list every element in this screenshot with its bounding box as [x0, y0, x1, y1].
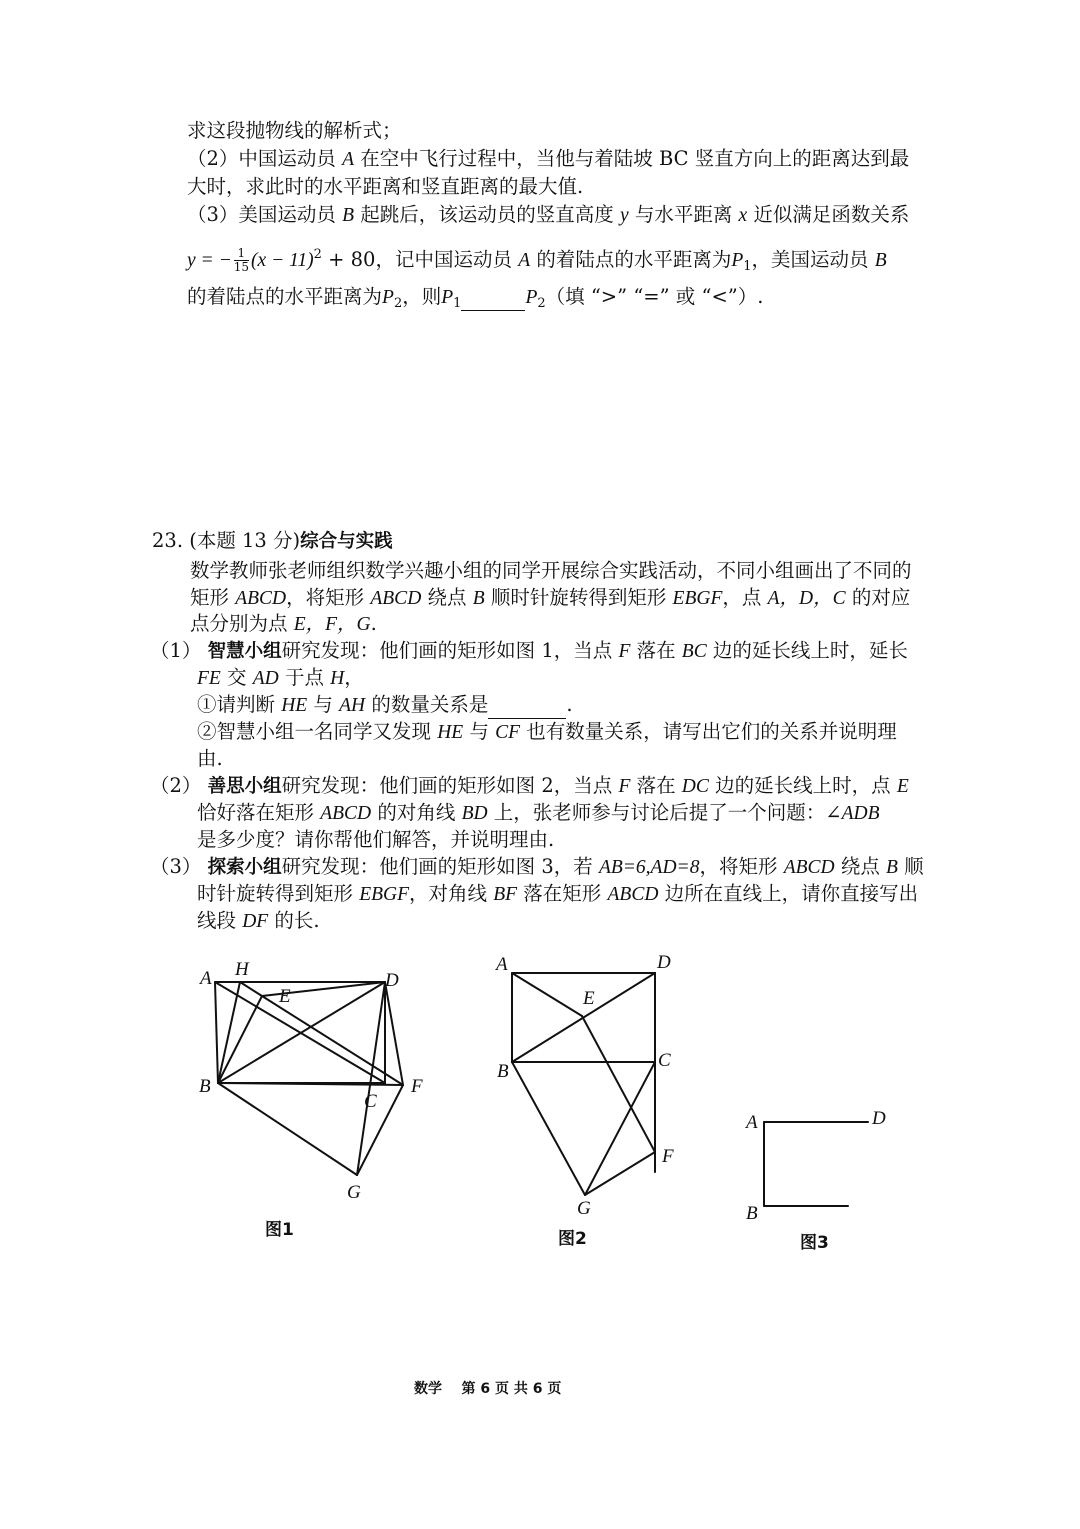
- fig1-label-h: H: [235, 959, 249, 980]
- q22-part2-line1: （2）中国运动员 A 在空中飞行过程中，当他与着陆坡 BC 竖直方向上的距离达到最: [187, 147, 910, 170]
- fig2-label-b: B: [497, 1061, 509, 1082]
- q23-part3-line1: （3） 探索小组研究发现：他们画的矩形如图 3，若 AB=6,AD=8，将矩形 ABCD 绕点 B 顺: [150, 855, 924, 878]
- fig2-label-f: F: [662, 1146, 674, 1167]
- formula-lhs: y = −: [187, 250, 232, 271]
- fig2-label-d: D: [657, 952, 671, 973]
- q23-part2-line2: 恰好落在矩形 ABCD 的对角线 BD 上，张老师参与讨论后提了一个问题：∠ADB: [197, 801, 880, 824]
- fig2-label-g: G: [577, 1198, 591, 1219]
- fig3-label-a: A: [746, 1112, 758, 1133]
- fig2-line-gc: [585, 1062, 655, 1195]
- footer-subject: 数学: [414, 1381, 442, 1397]
- figure-3: [744, 1108, 886, 1253]
- q23-intro3: 点分别为点 E，F，G.: [190, 612, 377, 635]
- fig1-label-d: D: [385, 970, 399, 991]
- q23-part2-line3: 是多少度？请你帮他们解答，并说明理由.: [197, 828, 555, 851]
- fig1-line-df: [385, 982, 403, 1085]
- q23-part1-q2-end: 由.: [197, 747, 223, 770]
- fig3-label-d: D: [872, 1108, 886, 1129]
- fig2-label-e: E: [583, 988, 595, 1009]
- figure-1: [198, 959, 423, 1240]
- figure-2: [494, 952, 674, 1249]
- q23-part3-line2: 时针旋转得到矩形 EBGF，对角线 BF 落在矩形 ABCD 边所在直线上，请你直接写出: [197, 882, 919, 905]
- q22-part2-line2: 大时，求此时的水平距离和竖直距离的最大值.: [187, 175, 584, 198]
- fig1-label-g: G: [347, 1182, 361, 1203]
- q23-part1-q2: ②智慧小组一名同学又发现 HE 与 CF 也有数量关系，请写出它们的关系并说明理: [197, 720, 897, 743]
- fig1-label-f: F: [411, 1076, 423, 1097]
- fig3-caption: 图3: [800, 1233, 829, 1253]
- q22-last-line: 的着陆点的水平距离为$P_2$，则$P_1$ $P_2$（填 “>” “=” 或 “<”）.: [187, 285, 764, 311]
- fig2-label-c: C: [658, 1050, 671, 1071]
- footer: [414, 1378, 561, 1398]
- fig3-label-b: B: [746, 1203, 758, 1224]
- fig1-label-e: E: [279, 986, 291, 1007]
- fig2-caption: 图2: [558, 1229, 587, 1249]
- fig1-label-c: C: [364, 1091, 377, 1112]
- fig1-label-b: B: [199, 1076, 211, 1097]
- fig1-line-bg: [218, 1083, 357, 1175]
- q22-line1: 求这段抛物线的解析式；: [187, 119, 402, 142]
- fig2-line-ae: [512, 973, 582, 1016]
- fig1-line-bh: [218, 982, 240, 1083]
- formula-fraction: $\frac{1}{15}$: [233, 246, 250, 274]
- fig2-label-a: A: [496, 954, 508, 975]
- fig2-line-bg: [512, 1062, 585, 1195]
- q23-header: 23. (本题 13 分)综合与实践: [152, 529, 393, 552]
- q23-part1-q1: ①请判断 HE 与 AH 的数量关系是 .: [197, 692, 573, 719]
- q23-intro2: 矩形 ABCD，将矩形 ABCD 绕点 B 顺时针旋转得到矩形 EBGF，点 A，D，C 的对应: [190, 586, 911, 609]
- fig1-label-a: A: [200, 968, 212, 989]
- fig1-line-he: [240, 982, 262, 996]
- q23-intro1: 数学教师张老师组织数学兴趣小组的同学开展综合实践活动，不同小组画出了不同的: [190, 559, 912, 582]
- q23-part1-line2: FE 交 AD 于点 H，: [197, 666, 364, 689]
- q23-part1-line1: （1） 智慧小组研究发现：他们画的矩形如图 1，当点 F 落在 BC 边的延长线上时，延长: [150, 639, 908, 662]
- q22-formula-line: y = − $\frac{1}{15}$ $(x - 11)^2 + 80$，记中国运动员 A 的着陆点的水平距离为$P_1$，美国运动员 B: [187, 246, 887, 274]
- fig1-caption: 图1: [265, 1220, 294, 1240]
- q23-part3-line3: 线段 DF 的长.: [197, 909, 320, 932]
- q23-part2-line1: （2） 善思小组研究发现：他们画的矩形如图 2，当点 F 落在 DC 边的延长线上时，点 E: [150, 774, 909, 797]
- q23-title: 综合与实践: [300, 531, 393, 552]
- q22-part3-line1: （3）美国运动员 B 起跳后，该运动员的竖直高度 y 与水平距离 x 近似满足函数关系: [187, 203, 910, 226]
- footer-page: 第 6 页 共 6 页: [461, 1381, 562, 1397]
